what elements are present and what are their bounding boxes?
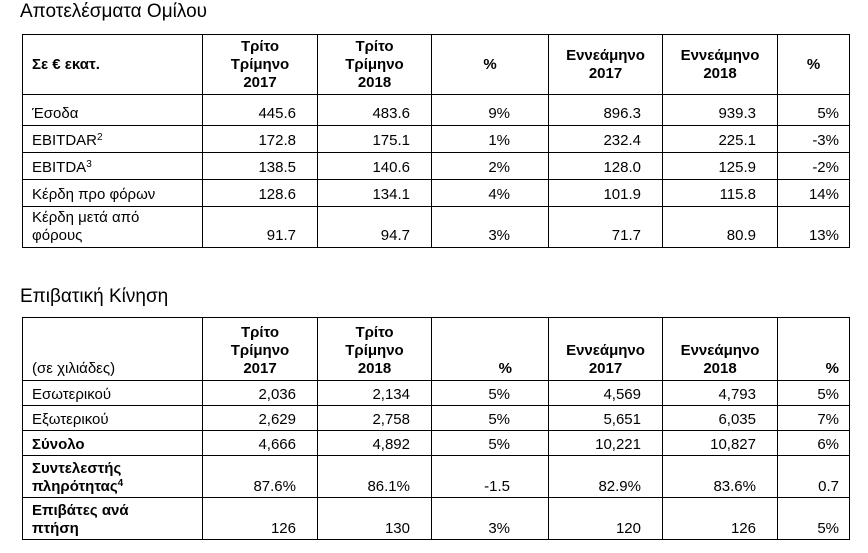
- footnote-marker: 4: [117, 478, 124, 489]
- table-row: [23, 456, 850, 498]
- header-line: Εννεάμηνο: [680, 342, 760, 359]
- cell-pct-quarter: 5%: [432, 431, 549, 456]
- table-row: [23, 126, 850, 153]
- cell-nine-2017: 10,221: [549, 431, 663, 456]
- cell-nine-2018: 6,035: [663, 406, 778, 431]
- cell-nine-2018: 939.3: [663, 95, 778, 126]
- header-q3-2017: [203, 35, 318, 95]
- table-row: [23, 153, 850, 180]
- traffic-title: Επιβατική Κίνηση: [20, 286, 169, 307]
- table-row: [23, 180, 850, 207]
- header-pct-quarter: %: [432, 318, 549, 381]
- header-line: Τρίμηνο: [230, 55, 290, 73]
- row-label-line: Συντελεστής: [32, 460, 122, 477]
- row-label-line: φόρους: [32, 227, 83, 244]
- header-line: 2018: [357, 360, 392, 377]
- header-line: Τρίτο: [355, 37, 394, 55]
- cell-pct-nine-month: 14%: [778, 180, 850, 207]
- cell-nine-2018: 225.1: [663, 126, 778, 153]
- row-label: Σύνολο: [23, 431, 203, 456]
- table-row: [23, 431, 850, 456]
- cell-nine-2018: 115.8: [663, 180, 778, 207]
- row-label-text: πληρότητας: [32, 478, 118, 495]
- row-label-line: Επιβάτες ανά: [32, 502, 129, 519]
- cell-pct-nine-month: 5%: [778, 95, 850, 126]
- cell-nine-2018: 80.9: [663, 207, 778, 248]
- cell-nine-2018: 125.9: [663, 153, 778, 180]
- table-row: [23, 381, 850, 406]
- header-line: 2018: [357, 73, 392, 91]
- cell-nine-2017: 232.4: [549, 126, 663, 153]
- row-label: Εξωτερικού: [23, 406, 203, 431]
- header-line: Τρίμηνο: [345, 342, 404, 359]
- header-label: (σε χιλιάδες): [23, 318, 203, 381]
- row-label-line: Κέρδη μετά από: [32, 209, 140, 226]
- cell-q3-2018: 4,892: [318, 431, 432, 456]
- cell-q3-2018: 175.1: [318, 126, 432, 153]
- header-nine-2017: [549, 318, 663, 381]
- row-label: [23, 207, 203, 248]
- cell-q3-2017: 126: [203, 498, 318, 540]
- cell-nine-2017: 101.9: [549, 180, 663, 207]
- row-label-text: EBITDAR: [32, 132, 98, 149]
- cell-nine-2018: 126: [663, 498, 778, 540]
- cell-pct-quarter: 3%: [432, 207, 549, 248]
- table-header-row: [23, 35, 850, 95]
- cell-nine-2018: 83.6%: [663, 456, 778, 498]
- cell-nine-2017: 896.3: [549, 95, 663, 126]
- footnote-marker: 3: [86, 159, 92, 170]
- cell-pct-quarter: 2%: [432, 153, 549, 180]
- cell-q3-2018: 140.6: [318, 153, 432, 180]
- table-row: [23, 207, 850, 248]
- header-line: Τρίτο: [355, 324, 394, 341]
- header-nine-2018: [663, 318, 778, 381]
- cell-nine-2017: 120: [549, 498, 663, 540]
- cell-q3-2018: 94.7: [318, 207, 432, 248]
- cell-pct-nine-month: 5%: [778, 381, 850, 406]
- cell-pct-quarter: -1.5: [432, 456, 549, 498]
- row-label: [23, 153, 203, 180]
- row-label: [23, 126, 203, 153]
- passenger-traffic-table: [22, 317, 850, 540]
- header-nine-2018: [663, 35, 778, 95]
- header-line: Εννεάμηνο: [680, 46, 760, 64]
- cell-q3-2017: 91.7: [203, 207, 318, 248]
- row-label-text: EBITDA: [32, 159, 87, 176]
- row-label: [23, 498, 203, 540]
- header-line: Τρίτο: [240, 37, 280, 55]
- cell-nine-2017: 5,651: [549, 406, 663, 431]
- cell-q3-2017: 138.5: [203, 153, 318, 180]
- header-line: 2017: [588, 360, 623, 377]
- header-nine-2017: [549, 35, 663, 95]
- cell-pct-nine-month: 5%: [778, 498, 850, 540]
- cell-q3-2017: 4,666: [203, 431, 318, 456]
- cell-pct-quarter: 9%: [432, 95, 549, 126]
- cell-q3-2017: 128.6: [203, 180, 318, 207]
- header-line: 2017: [588, 64, 623, 82]
- cell-pct-quarter: 1%: [432, 126, 549, 153]
- header-q3-2018: [318, 318, 432, 381]
- cell-pct-nine-month: -2%: [778, 153, 850, 180]
- cell-nine-2017: 4,569: [549, 381, 663, 406]
- cell-q3-2017: 2,629: [203, 406, 318, 431]
- header-q3-2018: [318, 35, 432, 95]
- cell-pct-nine-month: 0.7: [778, 456, 850, 498]
- cell-q3-2017: 87.6%: [203, 456, 318, 498]
- row-label: Έσοδα: [23, 95, 203, 126]
- footnote-marker: 2: [97, 132, 103, 143]
- cell-q3-2018: 2,758: [318, 406, 432, 431]
- cell-q3-2018: 86.1%: [318, 456, 432, 498]
- header-pct-nine-month: %: [778, 35, 850, 95]
- cell-pct-quarter: 5%: [432, 406, 549, 431]
- header-pct-quarter: %: [432, 35, 549, 95]
- cell-pct-nine-month: 6%: [778, 431, 850, 456]
- row-label: Εσωτερικού: [23, 381, 203, 406]
- cell-q3-2017: 445.6: [203, 95, 318, 126]
- header-line: Τρίτο: [240, 324, 280, 341]
- cell-nine-2018: 10,827: [663, 431, 778, 456]
- table-row: [23, 498, 850, 540]
- header-q3-2017: [203, 318, 318, 381]
- row-label-line: πτήση: [32, 520, 79, 537]
- header-line: 2018: [703, 360, 737, 377]
- header-line: 2017: [243, 73, 277, 91]
- cell-pct-nine-month: 13%: [778, 207, 850, 248]
- header-line: Εννεάμηνο: [566, 46, 645, 64]
- cell-q3-2018: 130: [318, 498, 432, 540]
- cell-nine-2017: 128.0: [549, 153, 663, 180]
- row-label-line: [32, 478, 196, 496]
- cell-nine-2018: 4,793: [663, 381, 778, 406]
- results-title: Αποτελέσματα Ομίλου: [20, 1, 208, 22]
- cell-q3-2018: 134.1: [318, 180, 432, 207]
- cell-nine-2017: 71.7: [549, 207, 663, 248]
- cell-q3-2018: 2,134: [318, 381, 432, 406]
- cell-nine-2017: 82.9%: [549, 456, 663, 498]
- cell-pct-nine-month: 7%: [778, 406, 850, 431]
- cell-pct-nine-month: -3%: [778, 126, 850, 153]
- header-line: 2018: [703, 64, 737, 82]
- cell-pct-quarter: 5%: [432, 381, 549, 406]
- group-results-table: [22, 34, 850, 248]
- header-line: Τρίμηνο: [345, 55, 404, 73]
- header-line: Εννεάμηνο: [566, 342, 645, 359]
- row-label: Κέρδη προ φόρων: [23, 180, 203, 207]
- row-label: [23, 456, 203, 498]
- table-row: [23, 406, 850, 431]
- header-pct-nine-month: %: [778, 318, 850, 381]
- header-line: Τρίμηνο: [230, 342, 290, 359]
- table-row: [23, 95, 850, 126]
- cell-q3-2017: 2,036: [203, 381, 318, 406]
- cell-pct-quarter: 3%: [432, 498, 549, 540]
- cell-q3-2017: 172.8: [203, 126, 318, 153]
- header-line: 2017: [243, 360, 277, 377]
- cell-q3-2018: 483.6: [318, 95, 432, 126]
- header-label: Σε € εκατ.: [23, 35, 203, 95]
- cell-pct-quarter: 4%: [432, 180, 549, 207]
- table-header-row: [23, 318, 850, 381]
